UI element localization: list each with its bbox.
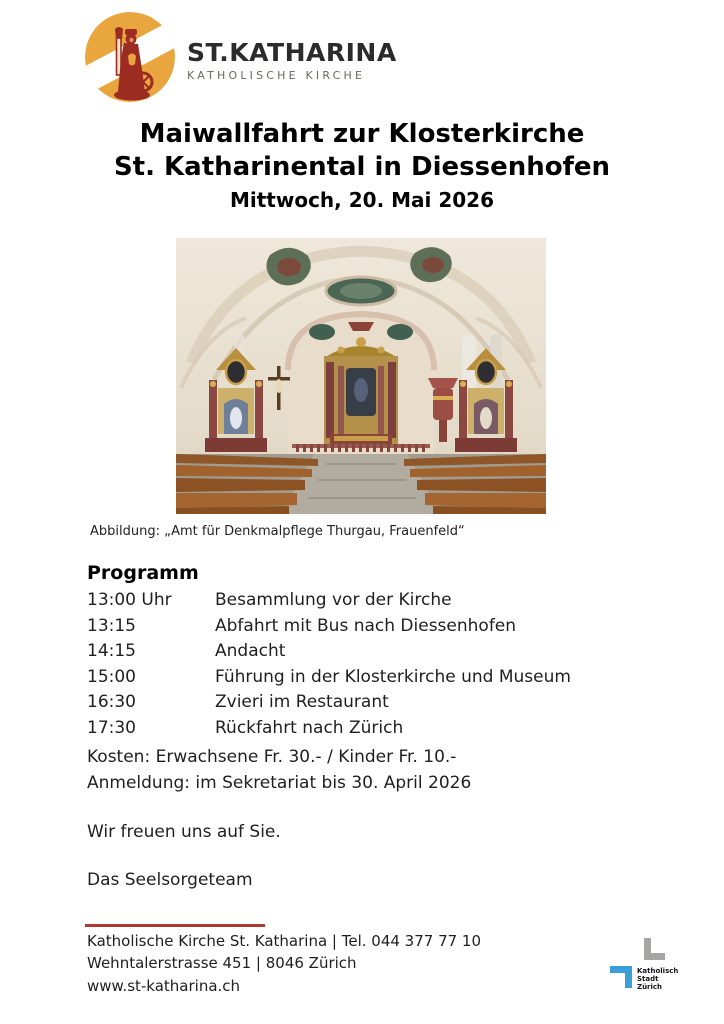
- details-block: [87, 745, 471, 796]
- program-time: 14:15: [87, 641, 136, 662]
- program-list: [87, 588, 647, 742]
- program-row: [87, 716, 647, 742]
- stadt-logo-gray-angle-icon: [644, 938, 665, 960]
- program-time: 16:30: [87, 692, 136, 713]
- stadt-logo-blue-angle-icon: [610, 966, 632, 988]
- st-katharina-emblem-icon: [85, 12, 175, 102]
- title-line-2: St. Katharinental in Diessenhofen: [113, 152, 611, 182]
- church-interior-photo: [176, 238, 546, 514]
- program-row: [87, 614, 647, 640]
- program-activity: Besammlung vor der Kirche: [215, 590, 452, 610]
- logo-text: [187, 32, 397, 82]
- svg-text:Katholisch: Katholisch: [637, 967, 679, 975]
- program-activity: Abfahrt mit Bus nach Diessenhofen: [215, 615, 517, 636]
- footer-website-link[interactable]: www.st-katharina.ch: [87, 976, 241, 995]
- program-activity: Führung in der Klosterkirche und Museum: [215, 666, 571, 687]
- footer-line-address: Wehntalerstrasse 451 | 8046 Zürich: [87, 954, 357, 973]
- program-activity: Zvieri im Restaurant: [215, 692, 389, 713]
- program-row: [87, 690, 647, 716]
- program-activity: Rückfahrt nach Zürich: [215, 717, 404, 738]
- katholisch-stadt-zuerich-logo: [604, 936, 699, 1001]
- program-activity: Andacht: [215, 641, 286, 662]
- logo-subtitle: KATHOLISCHE KIRCHE: [187, 69, 366, 82]
- program-row: [87, 665, 647, 691]
- svg-text:Stadt: Stadt: [637, 975, 659, 983]
- parish-logo: [85, 12, 397, 102]
- program-time: 15:00: [87, 666, 136, 687]
- footer-divider: [85, 924, 265, 927]
- photo-caption: Abbildung: „Amt für Denkmalpflege Thurgau, Frauenfeld“: [90, 524, 465, 539]
- closing-line: Wir freuen uns auf Sie.: [87, 822, 281, 842]
- title-block: [0, 118, 724, 214]
- signature-line: Das Seelsorgeteam: [87, 870, 253, 890]
- program-heading: Programm: [87, 562, 199, 584]
- program-row: [87, 639, 647, 665]
- title-date: Mittwoch, 20. Mai 2026: [229, 188, 495, 212]
- costs-line: Kosten: Erwachsene Fr. 30.- / Kinder Fr. 10.-: [87, 747, 457, 767]
- program-time: 17:30: [87, 717, 136, 738]
- footer-line-phone: Katholische Kirche St. Katharina | Tel. 044 377 77 10: [87, 932, 482, 950]
- logo-title: ST.KATHARINA: [187, 38, 397, 67]
- footer-contact: [87, 930, 481, 997]
- program-time: 13:15: [87, 615, 136, 636]
- registration-line: Anmeldung: im Sekretariat bis 30. April 2026: [87, 772, 472, 793]
- svg-text:Zürich: Zürich: [637, 983, 663, 991]
- program-row: [87, 588, 647, 614]
- program-time: 13:00 Uhr: [87, 590, 172, 610]
- title-line-1: Maiwallfahrt zur Klosterkirche: [139, 119, 585, 149]
